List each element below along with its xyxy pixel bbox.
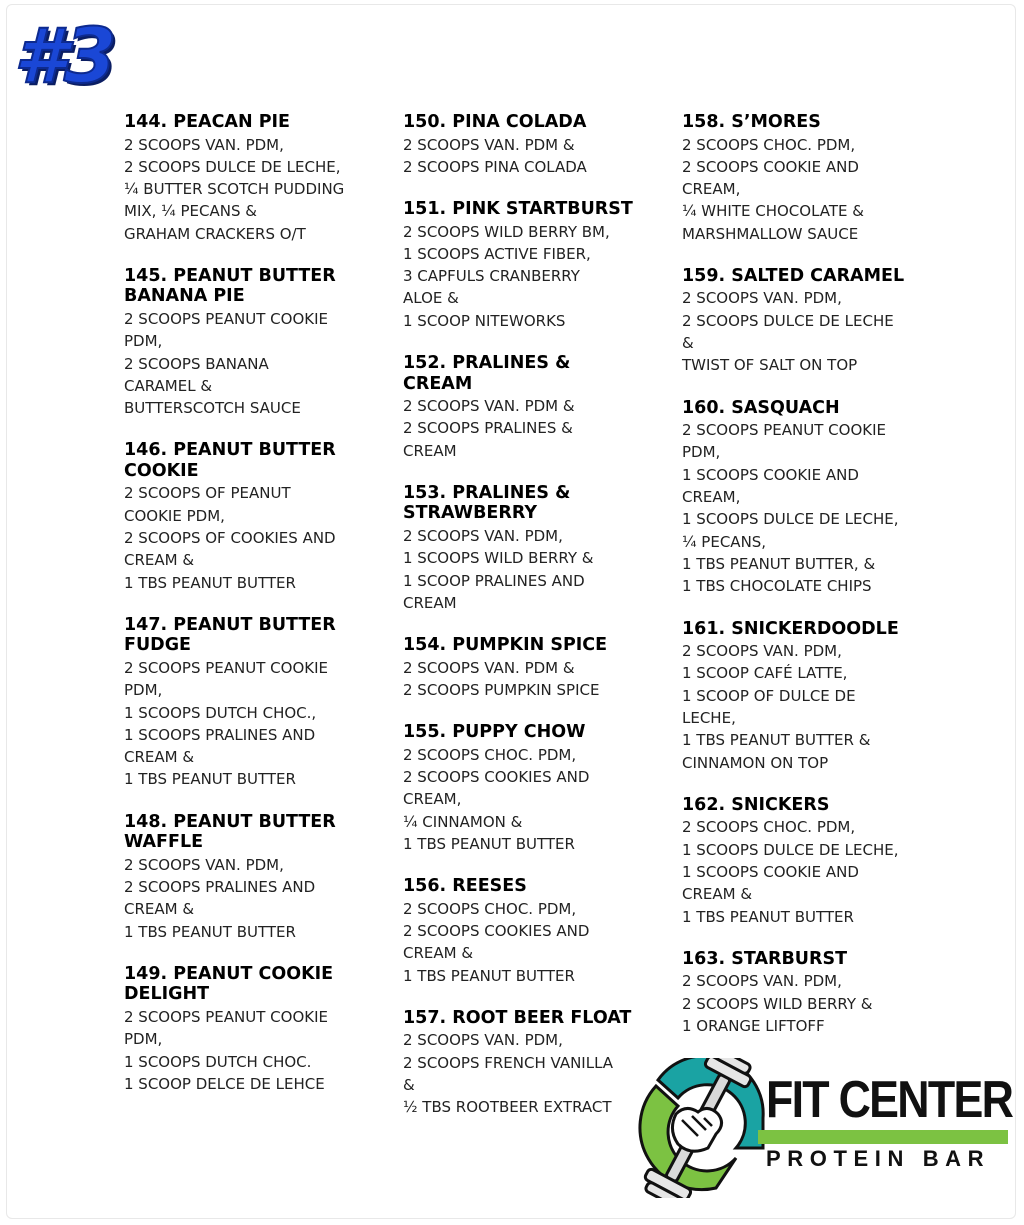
ingredient-line: 2 SCOOPS CHOC. PDM, [403, 899, 577, 918]
ingredient-line: ½ TBS ROOTBEER EXTRACT [403, 1098, 612, 1117]
recipe-item [403, 199, 673, 332]
recipe-item [124, 112, 394, 245]
recipe-title: 145. PEANUT BUTTER BANANA PIE [124, 265, 336, 307]
ingredient-line: 1 TBS PEANUT BUTTER & [682, 731, 871, 750]
ingredient-line: 1 TBS PEANUT BUTTER [124, 922, 296, 941]
recipe-title: 159. SALTED CARAMEL [682, 265, 905, 286]
ingredient-line: 2 SCOOPS FRENCH VANILLA [403, 1053, 614, 1072]
ingredient-line: CREAM & [124, 551, 195, 570]
recipe-title: 152. PRALINES & CREAM [403, 353, 571, 394]
recipe-item [682, 266, 952, 377]
ingredient-line: 1 TBS PEANUT BUTTER [403, 966, 575, 985]
recipe-item [403, 483, 673, 614]
ingredient-line: 1 SCOOP PRALINES AND [403, 571, 585, 590]
ingredient-line: BUTTERSCOTCH SAUCE [124, 399, 301, 418]
ingredient-line: PDM, [124, 681, 163, 700]
ingredient-line: 2 SCOOPS PEANUT COOKIE [124, 658, 328, 677]
recipe-item [124, 615, 394, 791]
ingredient-line: 2 SCOOPS PUMPKIN SPICE [403, 680, 600, 699]
recipe-item [682, 949, 952, 1037]
ingredient-line: 2 SCOOPS BANANA [124, 354, 269, 373]
ingredient-line: PDM, [124, 1030, 163, 1049]
ingredient-line: ¼ BUTTER SCOTCH PUDDING [124, 180, 345, 199]
ingredient-line: 1 SCOOP NITEWORKS [403, 311, 566, 330]
recipe-item [682, 619, 952, 774]
ingredient-line: CARAMEL & [124, 376, 213, 395]
recipe-item [403, 635, 673, 701]
ingredient-line: 2 SCOOPS PINA COLADA [403, 157, 587, 176]
ingredient-line: 2 SCOOPS VAN. PDM & [403, 397, 575, 416]
ingredient-line: 1 TBS PEANUT BUTTER [403, 834, 575, 853]
ingredient-line: 1 SCOOPS DULCE DE LECHE, [682, 510, 899, 529]
ingredient-line: ALOE & [403, 289, 459, 308]
logo-subtitle: PROTEIN BAR [766, 1146, 991, 1171]
ingredient-line: 1 TBS CHOCOLATE CHIPS [682, 577, 872, 596]
recipe-item [124, 964, 394, 1095]
recipe-title: 147. PEANUT BUTTER FUDGE [124, 614, 336, 656]
recipe-title: 151. PINK STARTBURST [403, 199, 633, 220]
ingredient-line: 2 SCOOPS WILD BERRY BM, [403, 222, 610, 241]
ingredient-line: 2 SCOOPS PRALINES & [403, 419, 573, 438]
ingredient-line: GRAHAM CRACKERS O/T [124, 224, 306, 243]
ingredient-line: MIX, ¼ PECANS & [124, 202, 257, 221]
recipe-title: 161. SNICKERDOODLE [682, 618, 899, 639]
recipe-title: 156. REESES [403, 876, 527, 897]
ingredient-line: CREAM & [124, 900, 195, 919]
ingredient-line: 1 SCOOPS WILD BERRY & [403, 549, 594, 568]
ingredient-line: CREAM & [403, 944, 474, 963]
ingredient-line: 2 SCOOPS DULCE DE LECHE, [124, 157, 341, 176]
ingredient-line: 2 SCOOPS CHOC. PDM, [403, 745, 577, 764]
ingredient-line: 1 SCOOP OF DULCE DE [682, 686, 856, 705]
ingredient-line: COOKIE PDM, [124, 506, 225, 525]
ingredient-line: CREAM & [682, 885, 753, 904]
recipe-item [682, 398, 952, 598]
ingredient-line: 1 TBS PEANUT BUTTER [124, 573, 296, 592]
recipe-title: 155. PUPPY CHOW [403, 722, 586, 743]
recipe-title: 157. ROOT BEER FLOAT [403, 1007, 632, 1028]
recipe-item [124, 812, 394, 943]
logo-green-bar [758, 1130, 1008, 1144]
ingredient-line: 2 SCOOPS OF COOKIES AND [124, 529, 336, 548]
ingredient-line: 1 SCOOP DELCE DE LEHCE [124, 1074, 325, 1093]
recipe-title: 149. PEANUT COOKIE DELIGHT [124, 963, 334, 1005]
recipe-item [124, 440, 394, 593]
ingredient-line: CREAM [403, 593, 457, 612]
ingredient-line: & [403, 1076, 415, 1095]
fit-center-logo [618, 1058, 1013, 1198]
ingredient-line: ¼ PECANS, [682, 532, 767, 551]
recipe-column-2 [403, 112, 673, 1140]
ingredient-line: 2 SCOOPS CHOC. PDM, [682, 135, 856, 154]
recipe-title: 163. STARBURST [682, 948, 848, 969]
ingredient-line: 1 SCOOPS COOKIE AND [682, 465, 859, 484]
recipe-title: 158. S’MORES [682, 112, 821, 132]
recipe-item [403, 353, 673, 462]
logo-title: FIT CENTER [766, 1071, 1013, 1129]
ingredient-line: 2 SCOOPS WILD BERRY & [682, 994, 873, 1013]
ingredient-line: 1 SCOOPS DUTCH CHOC. [124, 1052, 312, 1071]
recipe-title: 144. PEACAN PIE [124, 112, 291, 132]
ingredient-line: 2 SCOOPS VAN. PDM, [682, 972, 842, 991]
ingredient-line: MARSHMALLOW SAUCE [682, 224, 859, 243]
ingredient-line: 1 TBS PEANUT BUTTER, & [682, 554, 876, 573]
ingredient-line: 1 SCOOPS DULCE DE LECHE, [682, 840, 899, 859]
ingredient-line: 2 SCOOPS PEANUT COOKIE [124, 309, 328, 328]
ingredient-line: CREAM [403, 441, 457, 460]
ingredient-line: ¼ CINNAMON & [403, 812, 523, 831]
ingredient-line: 1 SCOOPS ACTIVE FIBER, [403, 244, 591, 263]
ingredient-line: 2 SCOOPS PRALINES AND [124, 878, 316, 897]
page-number: #3 [14, 11, 114, 100]
ingredient-line: 2 SCOOPS COOKIES AND [403, 768, 590, 787]
ingredient-line: 1 SCOOPS PRALINES AND [124, 725, 316, 744]
dumbbell-fist-icon [618, 1058, 778, 1198]
ingredient-line: 2 SCOOPS VAN. PDM, [682, 642, 842, 661]
ingredient-line: 2 SCOOPS CHOC. PDM, [682, 818, 856, 837]
ingredient-line: PDM, [682, 443, 721, 462]
ingredient-line: 1 SCOOPS DUTCH CHOC., [124, 703, 317, 722]
ingredient-line: 3 CAPFULS CRANBERRY [403, 267, 580, 286]
ingredient-line: 2 SCOOPS COOKIES AND [403, 922, 590, 941]
ingredient-line: 2 SCOOPS PEANUT COOKIE [682, 421, 886, 440]
recipe-title: 162. SNICKERS [682, 794, 830, 815]
ingredient-line: 2 SCOOPS VAN. PDM, [403, 526, 563, 545]
recipe-item [403, 722, 673, 855]
recipe-title: 148. PEANUT BUTTER WAFFLE [124, 811, 336, 853]
ingredient-line: 1 SCOOPS COOKIE AND [682, 862, 859, 881]
recipe-column-3 [682, 112, 952, 1058]
recipe-item [682, 795, 952, 928]
recipe-title: 154. PUMPKIN SPICE [403, 635, 608, 656]
ingredient-line: CREAM & [124, 748, 195, 767]
recipe-title: 146. PEANUT BUTTER COOKIE [124, 440, 336, 481]
ingredient-line: CREAM, [682, 488, 741, 507]
ingredient-line: CINNAMON ON TOP [682, 753, 829, 772]
ingredient-line: 2 SCOOPS COOKIE AND [682, 157, 859, 176]
ingredient-line: PDM, [124, 332, 163, 351]
ingredient-line: 2 SCOOPS VAN. PDM, [124, 855, 284, 874]
recipe-item [403, 876, 673, 987]
ingredient-line: TWIST OF SALT ON TOP [682, 356, 858, 375]
ingredient-line: 1 ORANGE LIFTOFF [682, 1016, 825, 1035]
ingredient-line: 1 SCOOP CAFÉ LATTE, [682, 664, 848, 683]
ingredient-line: 2 SCOOPS PEANUT COOKIE [124, 1007, 328, 1026]
recipe-title: 150. PINA COLADA [403, 112, 587, 132]
recipe-item [682, 112, 952, 245]
ingredient-line: 2 SCOOPS OF PEANUT [124, 484, 291, 503]
ingredient-line: 2 SCOOPS DULCE DE LECHE [682, 311, 894, 330]
recipe-item [124, 266, 394, 419]
recipe-title: 153. PRALINES & STRAWBERRY [403, 482, 571, 524]
ingredient-line: LECHE, [682, 708, 736, 727]
ingredient-line: 2 SCOOPS VAN. PDM & [403, 135, 575, 154]
ingredient-line: & [682, 334, 694, 353]
ingredient-line: 2 SCOOPS VAN. PDM, [403, 1031, 563, 1050]
recipe-title: 160. SASQUACH [682, 397, 840, 418]
ingredient-line: 1 TBS PEANUT BUTTER [124, 770, 296, 789]
ingredient-line: CREAM, [403, 790, 462, 809]
recipe-column-1 [124, 112, 394, 1116]
ingredient-line: 2 SCOOPS VAN. PDM, [124, 135, 284, 154]
ingredient-line: ¼ WHITE CHOCOLATE & [682, 202, 864, 221]
ingredient-line: 2 SCOOPS VAN. PDM & [403, 658, 575, 677]
recipe-item [403, 112, 673, 178]
ingredient-line: CREAM, [682, 180, 741, 199]
ingredient-line: 2 SCOOPS VAN. PDM, [682, 289, 842, 308]
ingredient-line: 1 TBS PEANUT BUTTER [682, 907, 854, 926]
